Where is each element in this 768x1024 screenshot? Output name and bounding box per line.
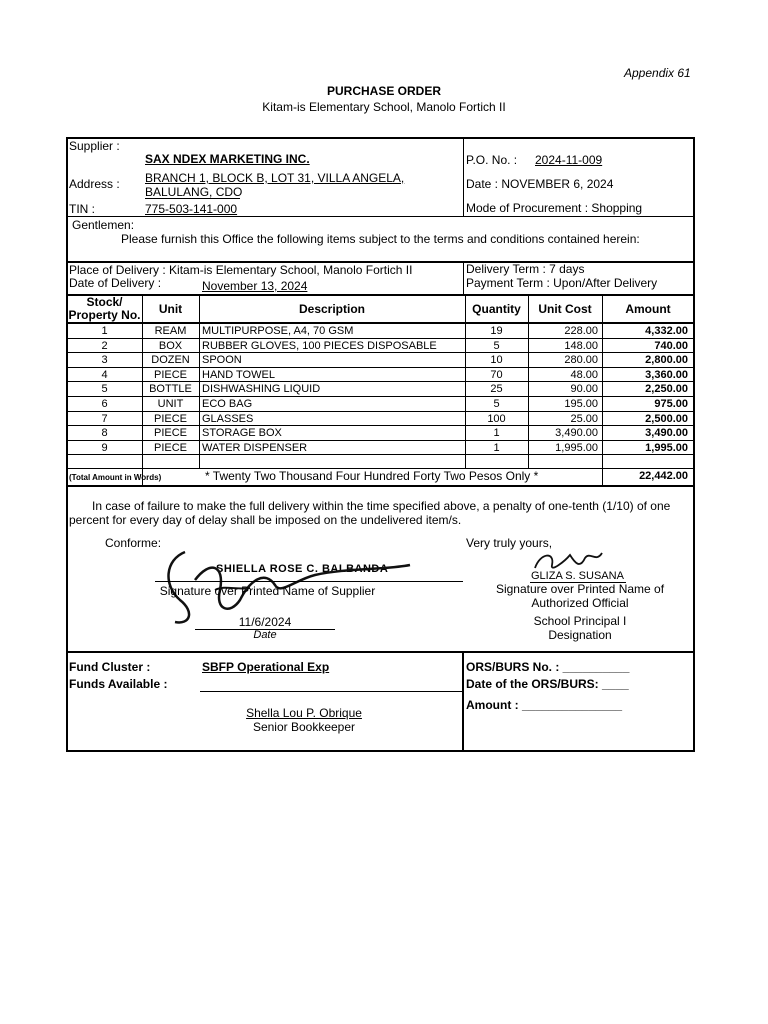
delivery-date: November 13, 2024 — [202, 279, 308, 293]
bookkeeper-name: Shella Lou P. Obrique — [246, 706, 362, 720]
penalty-line1: In case of failure to make the full delivery within the time specified above, a penalty of one-tenth (1/10) of one — [92, 499, 671, 513]
page-title: PURCHASE ORDER — [326, 84, 441, 98]
cell-unit: PIECE — [153, 427, 187, 440]
instruction-text: Please furnish this Office the following items subject to the terms and conditions contained herein: — [121, 232, 640, 246]
cell-quantity: 19 — [490, 325, 503, 337]
cell-quantity: 1 — [493, 427, 500, 440]
cell-description: STORAGE BOX — [202, 427, 282, 440]
cell-amount: 1,995.00 — [645, 441, 688, 454]
bookkeeper-title: Senior Bookkeeper — [252, 720, 356, 734]
header-stock-line1: Stock/ — [86, 295, 123, 309]
cell-unit-cost: 280.00 — [564, 354, 598, 367]
delivery-date-label: Date of Delivery : — [69, 276, 162, 290]
gentlemen-label: Gentlemen: — [72, 218, 135, 232]
cell-quantity: 1 — [493, 441, 500, 454]
cell-unit-cost: 48.00 — [570, 368, 598, 381]
cell-quantity: 25 — [490, 383, 503, 396]
cell-stock-no: 3 — [101, 354, 108, 367]
cell-description: SPOON — [202, 354, 242, 367]
divider — [463, 138, 464, 216]
delivery-place: Place of Delivery : Kitam-is Elementary School, Manolo Fortich II — [69, 263, 413, 277]
cell-unit: PIECE — [153, 368, 187, 381]
cell-description: ECO BAG — [202, 398, 253, 410]
cell-unit: PIECE — [153, 412, 187, 425]
cell-quantity: 100 — [487, 412, 506, 425]
payment-term: Payment Term : Upon/After Delivery — [466, 276, 658, 290]
cell-amount: 975.00 — [654, 398, 688, 410]
po-number: 2024-11-009 — [535, 153, 603, 167]
cell-description: GLASSES — [202, 412, 254, 425]
cell-unit: DOZEN — [151, 354, 190, 367]
cell-unit: REAM — [154, 325, 187, 337]
cell-description: HAND TOWEL — [202, 368, 275, 381]
cell-quantity: 5 — [493, 339, 500, 352]
supplier-label: Supplier : — [69, 139, 120, 153]
tin-value: 775-503-141-000 — [145, 202, 238, 216]
supplier-name: SAX NDEX MARKETING INC. — [145, 152, 310, 166]
cell-unit-cost: 3,490.00 — [555, 427, 598, 440]
cell-unit-cost: 25.00 — [570, 412, 598, 425]
divider — [67, 651, 694, 653]
cell-amount: 2,500.00 — [645, 412, 688, 425]
cell-unit-cost: 228.00 — [564, 325, 598, 337]
cell-stock-no: 6 — [101, 398, 108, 410]
header-stock — [67, 296, 142, 322]
divider — [67, 294, 694, 296]
official-name: GLIZA S. SUSANA — [531, 570, 624, 582]
cell-stock-no: 1 — [101, 325, 108, 337]
cell-amount: 2,250.00 — [645, 383, 688, 396]
cell-description: MULTIPURPOSE, A4, 70 GSM — [202, 325, 354, 337]
fund-cluster-label: Fund Cluster : — [69, 660, 151, 674]
cell-amount: 3,360.00 — [645, 368, 688, 381]
official-caption-line2: Authorized Official — [531, 596, 629, 610]
total-words-label: (Total Amount in Words) — [69, 473, 162, 482]
official-designation: School Principal I — [533, 614, 627, 628]
ors-amount: Amount : _______________ — [466, 698, 623, 712]
ors-date: Date of the ORS/BURS: ____ — [466, 677, 629, 691]
appendix-label: Appendix 61 — [624, 66, 691, 80]
cell-stock-no: 4 — [101, 368, 108, 381]
cell-unit: BOTTLE — [149, 383, 192, 396]
address-line2: BALULANG, CDO — [145, 185, 243, 199]
tin-label: TIN : — [69, 202, 95, 216]
cell-unit: UNIT — [157, 398, 184, 410]
address-label: Address : — [69, 177, 120, 191]
divider — [67, 216, 694, 217]
procurement-mode: Mode of Procurement : Shopping — [466, 201, 643, 215]
penalty-line2: percent for every day of delay shall be imposed on the undelivered item/s. — [69, 513, 462, 527]
header-description: Description — [298, 302, 365, 316]
designation-caption: Designation — [548, 628, 612, 642]
supplier-signatory-name: SHIELLA ROSE C. BALBANDA — [216, 563, 389, 575]
divider — [462, 652, 464, 751]
cell-unit-cost: 148.00 — [564, 339, 598, 352]
cell-unit-cost: 1,995.00 — [555, 441, 598, 454]
cell-stock-no: 8 — [101, 427, 108, 440]
header-quantity: Quantity — [472, 302, 521, 316]
po-number-label: P.O. No. : — [466, 153, 518, 167]
cell-amount: 2,800.00 — [645, 354, 688, 367]
divider — [155, 581, 463, 582]
supplier-signature-caption: Signature over Printed Name of Supplier — [159, 584, 376, 598]
official-caption-line1: Signature over Printed Name of — [495, 582, 665, 596]
divider — [463, 262, 464, 294]
address-line1: BRANCH 1, BLOCK B, LOT 31, VILLA ANGELA, — [145, 171, 405, 185]
cell-description: RUBBER GLOVES, 100 PIECES DISPOSABLE — [202, 339, 437, 352]
cell-stock-no: 2 — [101, 339, 108, 352]
divider — [67, 485, 694, 487]
divider — [67, 454, 694, 455]
cell-quantity: 5 — [493, 398, 500, 410]
cell-quantity: 10 — [490, 354, 503, 367]
cell-quantity: 70 — [490, 368, 503, 381]
cell-stock-no: 5 — [101, 383, 108, 396]
closing-label: Very truly yours, — [466, 536, 553, 550]
cell-description: DISHWASHING LIQUID — [202, 383, 321, 396]
total-in-words: * Twenty Two Thousand Four Hundred Forty Two Pesos Only * — [205, 469, 539, 483]
cell-unit-cost: 90.00 — [570, 383, 598, 396]
delivery-term: Delivery Term : 7 days — [466, 262, 585, 276]
date-caption: Date — [253, 629, 277, 641]
total-amount: 22,442.00 — [639, 470, 688, 482]
funds-available-label: Funds Available : — [69, 677, 168, 691]
divider — [145, 198, 240, 199]
divider — [200, 691, 462, 692]
cell-amount: 4,332.00 — [645, 325, 688, 337]
cell-unit: PIECE — [153, 441, 187, 454]
cell-stock-no: 7 — [101, 412, 108, 425]
cell-unit-cost: 195.00 — [564, 398, 598, 410]
fund-cluster-value: SBFP Operational Exp — [202, 660, 330, 674]
header-unit-cost: Unit Cost — [538, 302, 592, 316]
cell-amount: 740.00 — [654, 339, 688, 352]
header-stock-line2: Property No. — [68, 308, 141, 322]
conforme-date: 11/6/2024 — [238, 615, 292, 629]
cell-unit: BOX — [158, 339, 183, 352]
cell-description: WATER DISPENSER — [202, 441, 308, 454]
header-amount: Amount — [625, 302, 671, 316]
po-date: Date : NOVEMBER 6, 2024 — [466, 177, 614, 191]
cell-stock-no: 9 — [101, 441, 108, 454]
school-name: Kitam-is Elementary School, Manolo Fortich II — [262, 100, 506, 114]
ors-number: ORS/BURS No. : __________ — [466, 660, 630, 674]
header-unit: Unit — [158, 302, 183, 316]
cell-amount: 3,490.00 — [645, 427, 688, 440]
conforme-label: Conforme: — [105, 536, 162, 550]
